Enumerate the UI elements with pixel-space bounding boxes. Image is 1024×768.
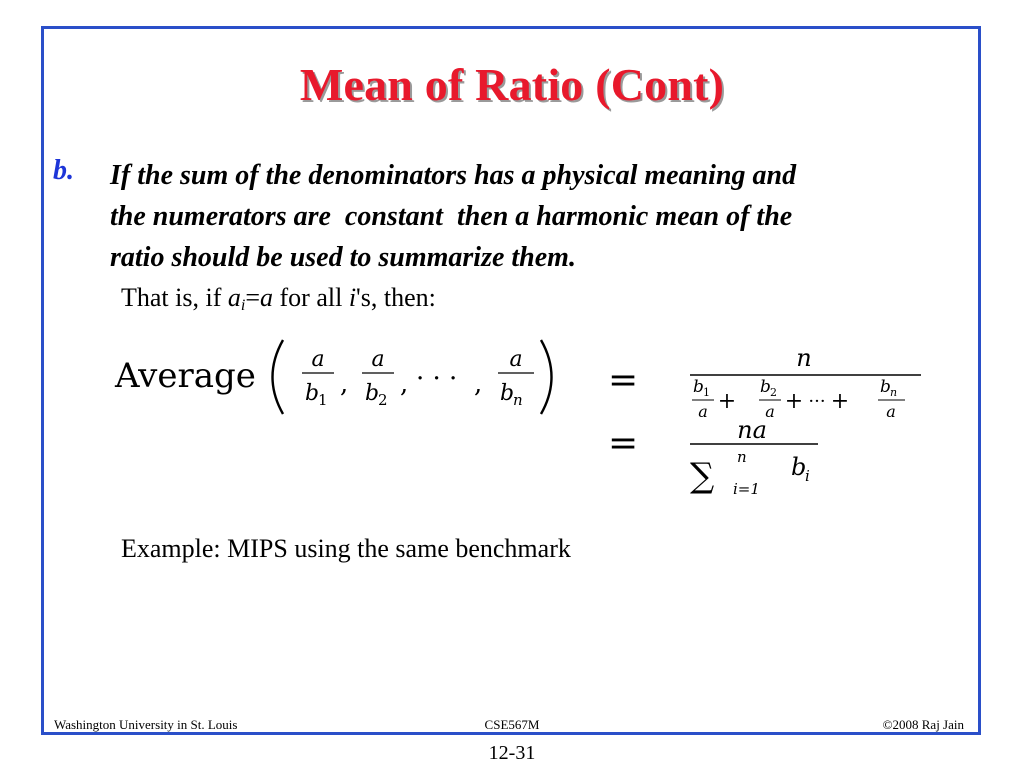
footer-institution: Washington University in St. Louis: [54, 717, 238, 732]
frac3-denominator-b: b: [500, 381, 515, 406]
equals-2: =: [608, 423, 639, 464]
comma-2: ,: [400, 369, 409, 399]
var-i: i: [348, 283, 357, 312]
rhs1-numerator: n: [796, 344, 812, 372]
sum-b: b: [791, 453, 807, 481]
bullet-marker: b.: [53, 155, 74, 186]
frac1-denominator-b: b: [305, 381, 320, 406]
d2-sub: 2: [770, 386, 777, 399]
equals-1: =: [608, 360, 639, 401]
footer-copyright: ©2008 Raj Jain: [882, 717, 964, 732]
page-number: 12-31: [488, 742, 536, 764]
condition-middle: for all: [273, 283, 349, 312]
var-a2: a: [260, 283, 273, 312]
bullet-line-3: ratio should be used to summarize them.: [110, 242, 576, 273]
bullet-line-2: the numerators are constant then a harmonic mean of the: [110, 201, 793, 232]
d2-b: b: [760, 377, 771, 397]
sub-i: i: [240, 297, 246, 314]
comma-3: ,: [474, 369, 483, 399]
frac2-denominator-b: b: [365, 381, 380, 406]
frac1-numerator: a: [311, 347, 325, 372]
condition-suffix: 's, then:: [356, 283, 436, 312]
d1-b: b: [693, 377, 704, 397]
sum-upper: n: [737, 448, 747, 466]
example-text: Example: MIPS using the same benchmark: [121, 534, 571, 563]
frac2-numerator: a: [371, 347, 385, 372]
rhs2-numerator: na: [737, 416, 767, 444]
d1-a: a: [698, 402, 708, 421]
condition-prefix: That is, if: [121, 283, 228, 312]
d3-b: b: [880, 377, 891, 397]
var-a: a: [227, 283, 241, 312]
cdots: ···: [808, 391, 826, 412]
sum-b-sub: i: [805, 467, 810, 485]
d3-sub: n: [890, 386, 898, 399]
frac3-numerator: a: [509, 347, 523, 372]
equals-sign: =: [245, 283, 260, 312]
comma-1: ,: [340, 369, 349, 399]
slide-title: Mean of Ratio (Cont): [299, 59, 725, 110]
sum-lower: i=1: [733, 480, 760, 498]
plus-1: +: [717, 389, 737, 414]
d2-a: a: [765, 402, 775, 421]
left-paren: [273, 340, 284, 414]
d1-sub: 1: [703, 386, 710, 399]
ellipsis: · · ·: [416, 364, 458, 394]
frac2-sub: 2: [378, 391, 388, 409]
plus-2: +: [784, 389, 804, 414]
sum-symbol: ∑: [690, 456, 715, 496]
plus-3: +: [830, 389, 850, 414]
average-function: Average: [115, 356, 256, 396]
footer-course: CSE567M: [484, 717, 540, 732]
right-paren: [541, 340, 552, 414]
frac3-sub: n: [513, 391, 523, 409]
bullet-line-1: If the sum of the denominators has a physical meaning and: [110, 160, 797, 191]
frac1-sub: 1: [318, 391, 328, 409]
d3-a: a: [886, 402, 896, 421]
